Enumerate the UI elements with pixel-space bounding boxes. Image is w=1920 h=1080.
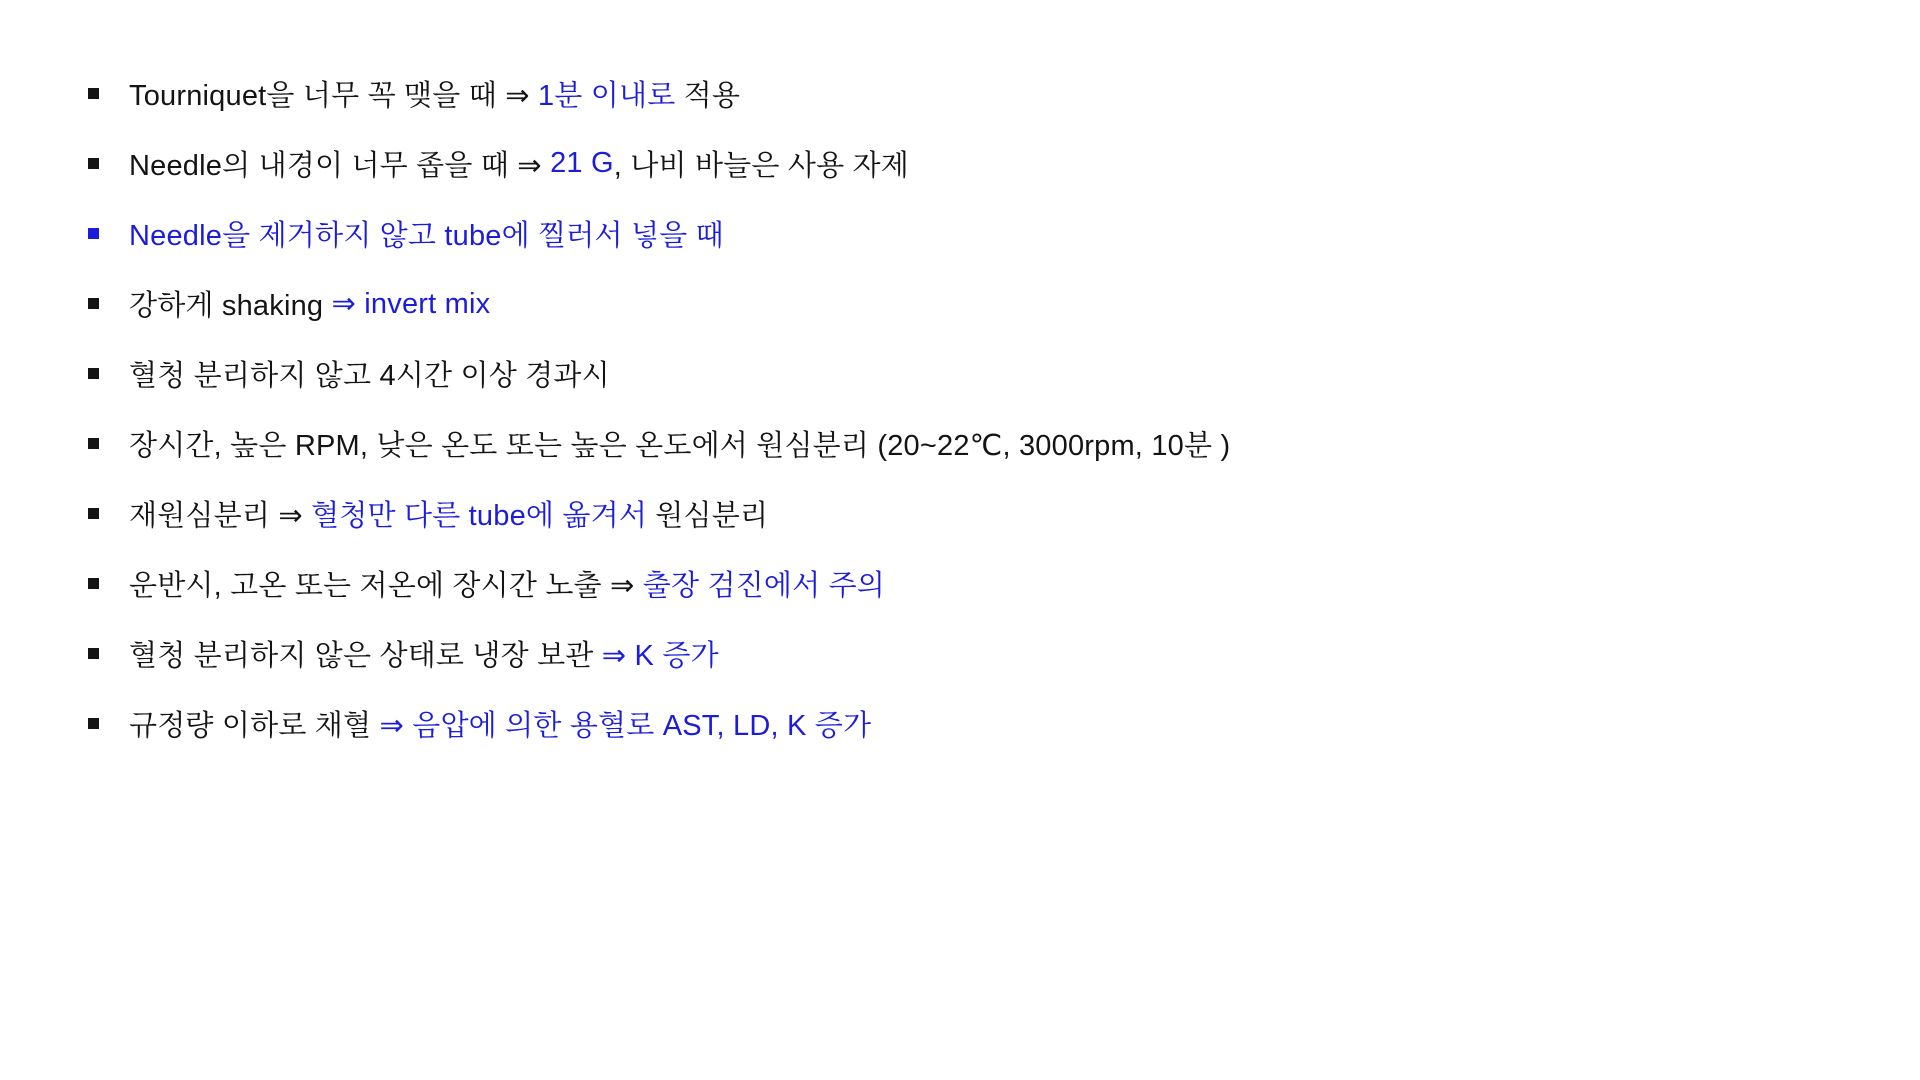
list-item (88, 198, 1920, 268)
list-item (88, 338, 1920, 408)
bullet-square-icon (88, 508, 99, 519)
bullet-square-icon (88, 648, 99, 659)
list-item-text: 1분 이내로 (537, 79, 676, 112)
list-item-text: 혈청만 다른 tube에 옮겨서 (311, 499, 648, 532)
list-item-text: 원심분리 (647, 499, 769, 532)
list-item-text: Needle을 제거하지 않고 tube에 찔러서 넣을 때 (129, 219, 724, 252)
list-item-text: 장시간, 높은 RPM, 낮은 온도 또는 높은 온도에서 원심분리 (20~22℃, 3000rpm, 10분 ) (129, 429, 1231, 462)
list-item (88, 618, 1920, 688)
list-item-text: 적용 (675, 79, 741, 112)
bullet-square-icon (88, 368, 99, 379)
list-item (88, 268, 1920, 338)
list-item-text: 혈청 분리하지 않은 상태로 냉장 보관 (129, 639, 602, 672)
list-item-text: 재원심분리 ⇒ (129, 499, 312, 532)
list-item-text: ⇒ 음압에 의한 용혈로 AST, LD, K 증가 (379, 709, 872, 742)
list-item-text: 출장 검진에서 주의 (642, 569, 886, 602)
list-item-text: 21 G (550, 146, 614, 179)
list-item-text: 운반시, 고온 또는 저온에 장시간 노출 ⇒ (129, 569, 643, 602)
bullet-square-icon (88, 88, 99, 99)
bullet-square-icon (88, 578, 99, 589)
list-item (88, 58, 1920, 128)
list-item-text: 혈청 분리하지 않고 4시간 이상 경과시 (129, 359, 610, 392)
list-item-text: , 나비 바늘은 사용 자제 (613, 149, 909, 182)
list-item-text: 규정량 이하로 채혈 (129, 709, 380, 742)
bullet-square-icon (88, 718, 99, 729)
bullet-square-icon (88, 298, 99, 309)
list-item (88, 478, 1920, 548)
bullet-square-icon (88, 158, 99, 169)
list-item-text: Tourniquet을 너무 꼭 맺을 때 ⇒ (129, 79, 538, 112)
list-item-text: ⇒ K 증가 (601, 639, 719, 672)
list-item (88, 688, 1920, 758)
list-item (88, 408, 1920, 478)
list-item (88, 128, 1920, 198)
list-item-text: Needle의 내경이 너무 좁을 때 ⇒ (129, 149, 551, 182)
list-item-text: ⇒ invert mix (331, 287, 491, 320)
list-item (88, 548, 1920, 618)
bullet-square-icon (88, 438, 99, 449)
list-item-text: 강하게 shaking (129, 289, 332, 322)
bullet-square-icon (88, 228, 99, 239)
